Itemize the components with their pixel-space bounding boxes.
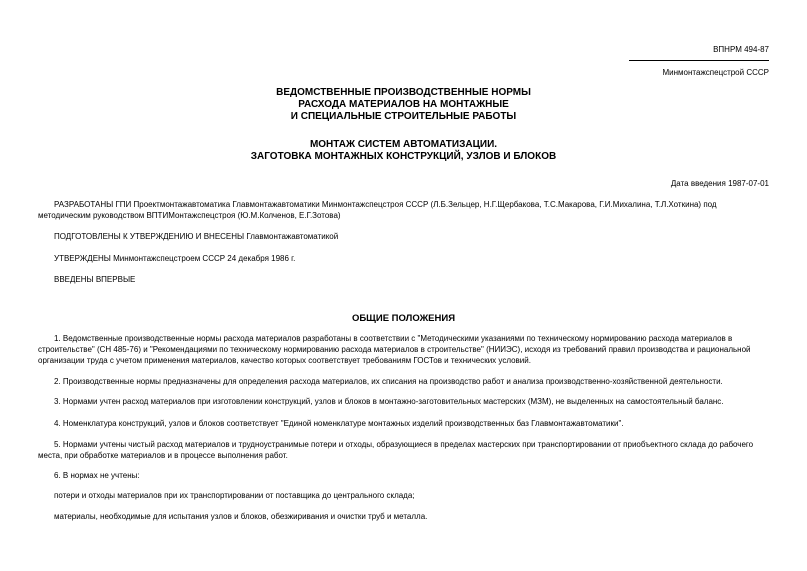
document-title — [0, 87, 807, 123]
approved-by-paragraph: УТВЕРЖДЕНЫ Минмонтажспецстроем СССР 24 декабря 1986 г. — [54, 254, 296, 263]
clause-6-item: материалы, необходимые для испытания узлов и блоков, обезжиривания и очистки труб и металла. — [54, 512, 428, 521]
document-code-block — [629, 44, 769, 78]
clause-6-item: потери и отходы материалов при их транспортировании от поставщика до центрального склада; — [54, 491, 415, 500]
document-title-line: РАСХОДА МАТЕРИАЛОВ НА МОНТАЖНЫЕ — [298, 99, 509, 110]
developed-by-paragraph: РАЗРАБОТАНЫ ГПИ Проектмонтажавтоматика Главмонтажавтоматики Минмонтажспецстроя СССР (Л.Б.Зельцер, Н.Г.Щербакова, Т.С.Макарова, Г.И.Михалина, Т.Л.Хоткина) под методическим руководством ВПТИМонтажспецстроя (Ю.М.Колченов, Е.Г.Зотова) — [38, 200, 717, 220]
clause-4: 4. Номенклатура конструкций, узлов и блоков соответствует "Единой номенклатуре монтажных изделий производственных баз Главмонтажавтоматики". — [54, 419, 624, 428]
document-title-line: И СПЕЦИАЛЬНЫЕ СТРОИТЕЛЬНЫЕ РАБОТЫ — [290, 111, 517, 122]
introduction-date: Дата введения 1987-07-01 — [670, 179, 769, 188]
clause-3: 3. Нормами учтен расход материалов при изготовлении конструкций, узлов и блоков в монтажно-заготовительных мастерских (МЗМ), не выделенных на самостоятельный баланс. — [54, 397, 724, 406]
header-divider — [629, 60, 769, 61]
document-title-line: ВЕДОМСТВЕННЫЕ ПРОИЗВОДСТВЕННЫЕ НОРМЫ — [276, 87, 531, 98]
section-heading: ОБЩИЕ ПОЛОЖЕНИЯ — [351, 313, 456, 324]
document-subtitle — [0, 139, 807, 163]
clause-5: 5. Нормами учтены чистый расход материалов и трудноустранимые потери и отходы, образующиеся в пределах мастерских при транспортировании от приобъектного склада до рабочего места, при обработке материалов и в процессе выполнения работ. — [38, 440, 754, 460]
prepared-by-paragraph: ПОДГОТОВЛЕНЫ К УТВЕРЖДЕНИЮ И ВНЕСЕНЫ Главмонтажавтоматикой — [54, 232, 339, 241]
document-subtitle-line: МОНТАЖ СИСТЕМ АВТОМАТИЗАЦИИ. — [309, 139, 498, 150]
document-subtitle-line: ЗАГОТОВКА МОНТАЖНЫХ КОНСТРУКЦИЙ, УЗЛОВ И БЛОКОВ — [250, 151, 557, 162]
clause-2: 2. Производственные нормы предназначены для определения расхода материалов, их списания на производство работ и анализа производственно-хозяйственной деятельности. — [54, 377, 723, 386]
introduced-paragraph: ВВЕДЕНЫ ВПЕРВЫЕ — [54, 275, 136, 284]
issuing-ministry: Минмонтажспецстрой СССР — [662, 68, 769, 77]
document-code: ВПНРМ 494-87 — [713, 45, 769, 54]
clause-6: 6. В нормах не учтены: — [54, 471, 140, 480]
clause-1: 1. Ведомственные производственные нормы расхода материалов разработаны в соответствии с "Методическими указаниями по техническому нормированию расхода материалов в строительстве" (СН 485-76) и "Рекомендациями по техническому нормированию расхода материалов в строительстве" (НИИЭС), исходя из требований правил производства и рациональной организации труда с учетом применения материалов, качество которых соответствует требованиям ГОСТов и технических условий. — [38, 334, 751, 365]
